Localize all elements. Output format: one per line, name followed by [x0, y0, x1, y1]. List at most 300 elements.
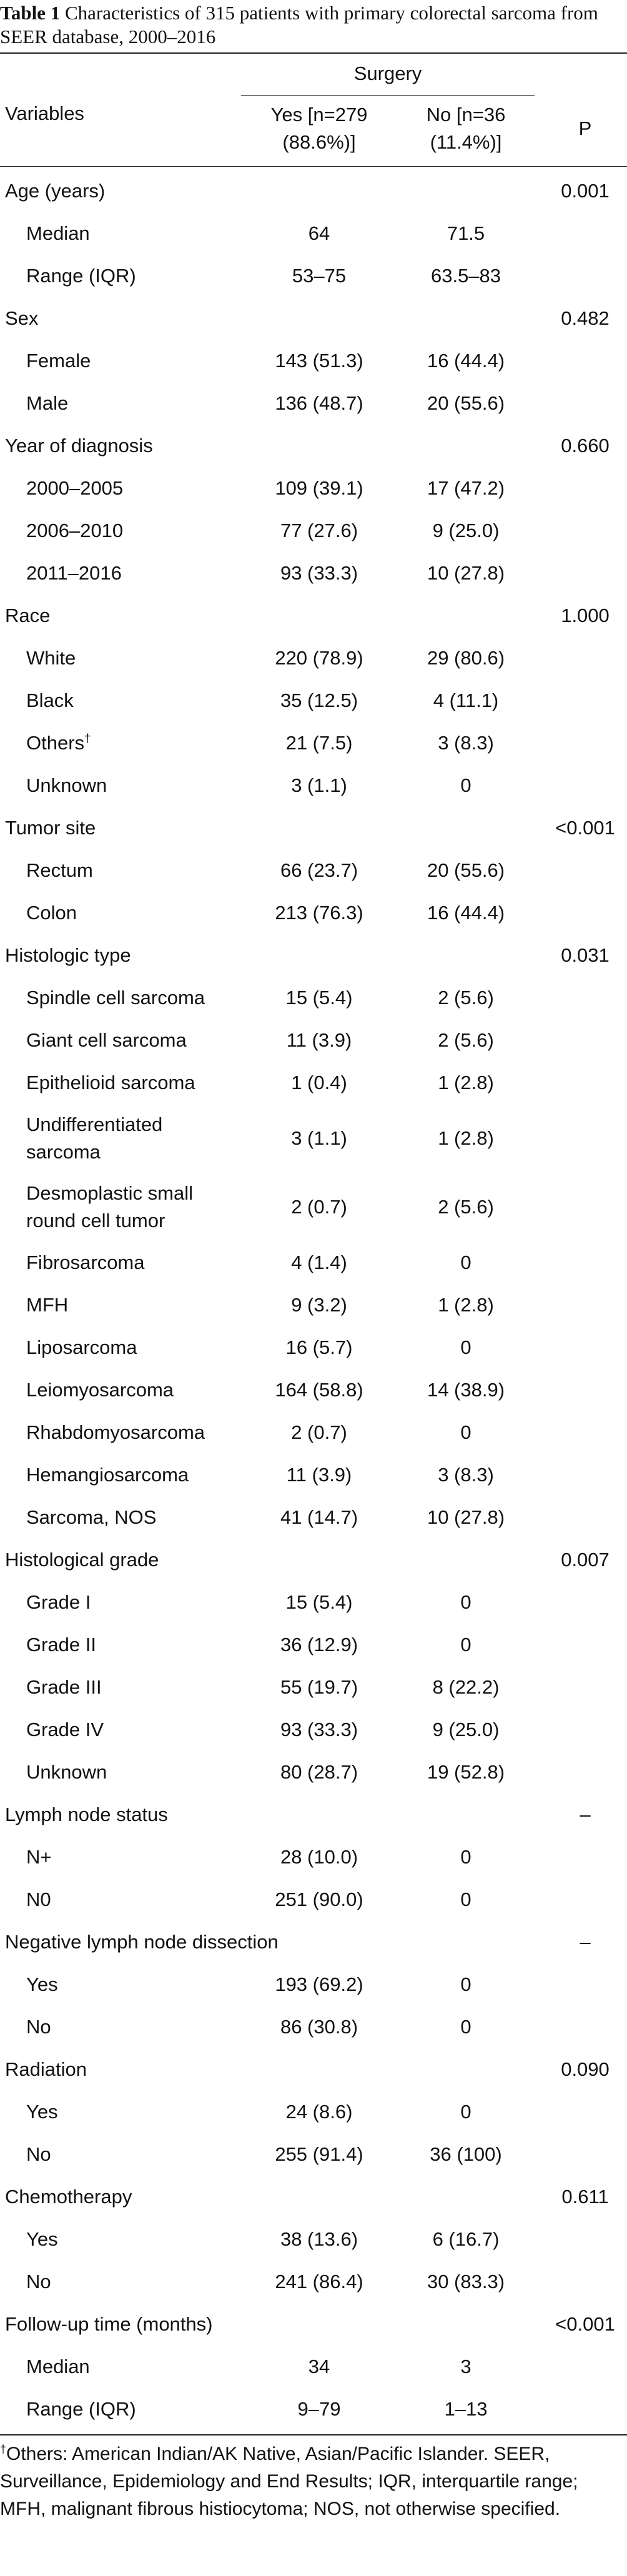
header-surgery: Surgery: [353, 62, 422, 84]
p-value: [543, 849, 627, 892]
row-label-line2: sarcoma: [26, 1141, 101, 1163]
table-row: [0, 1581, 627, 1624]
row-label-text: Others: [26, 732, 85, 754]
yes-value: 77 (27.6): [280, 520, 358, 541]
p-value: 1.000: [561, 605, 610, 626]
p-value: [543, 1284, 627, 1326]
table-row: [0, 764, 627, 807]
row-label: [26, 255, 136, 297]
row-label: [26, 1836, 52, 1878]
category-label: [5, 170, 105, 212]
row-label-text: No: [26, 2271, 51, 2292]
table-row: [0, 2218, 627, 2261]
row-label-text: Yes: [26, 2228, 58, 2250]
row-label: [26, 2218, 58, 2261]
row-label: [26, 212, 90, 255]
row-label-line1: Desmoplastic small: [26, 1182, 194, 1204]
p-value: 0.090: [561, 2058, 610, 2080]
yes-value: 2 (0.7): [291, 1421, 347, 1443]
yes-value: 93 (33.3): [280, 1719, 358, 1740]
p-value: [543, 1241, 627, 1284]
yes-value: [241, 2176, 397, 2218]
yes-value: 109 (39.1): [275, 477, 363, 499]
p-value: [543, 1666, 627, 1709]
category-label: [5, 1539, 159, 1581]
row-label: [26, 2346, 90, 2388]
row-label-text: Radiation: [5, 2058, 87, 2080]
yes-value: [241, 2303, 397, 2346]
row-label: [26, 1963, 58, 2006]
row-label: [26, 1411, 205, 1454]
no-value: [397, 1794, 535, 1836]
footnote-dagger: †: [0, 2443, 7, 2455]
yes-value: 55 (19.7): [280, 1676, 358, 1698]
row-label-text: N0: [26, 1888, 51, 1910]
table-row: [0, 1963, 627, 2006]
row-label: [26, 679, 74, 722]
no-value: 1 (2.8): [438, 1072, 494, 1093]
category-row: [0, 1539, 627, 1581]
no-value: 4 (11.1): [433, 689, 499, 711]
row-label-text: Rhabdomyosarcoma: [26, 1421, 205, 1443]
table-row: [0, 679, 627, 722]
yes-value: 93 (33.3): [280, 562, 358, 584]
row-label: [26, 340, 91, 382]
category-label: [5, 2303, 212, 2346]
table-row: [0, 1326, 627, 1369]
category-row: [0, 297, 627, 340]
row-label-text: Lymph node status: [5, 1804, 168, 1825]
row-label-text: Female: [26, 350, 91, 372]
category-label: [5, 807, 96, 849]
p-value: [543, 1369, 627, 1411]
row-label: [26, 1241, 145, 1284]
no-value: [397, 1921, 535, 1963]
yes-value: 143 (51.3): [275, 350, 363, 372]
table-row: [0, 552, 627, 595]
p-value: [543, 1104, 627, 1173]
p-value: [543, 255, 627, 297]
row-label-text: Median: [26, 222, 90, 244]
no-value: 0: [460, 1336, 471, 1358]
p-value: [543, 1454, 627, 1496]
table-title: Characteristics of 315 patients with primary colorectal sarcoma from SEER database, 2000–2016: [0, 2, 598, 47]
category-row: [0, 2048, 627, 2091]
category-label: [5, 1921, 279, 1963]
yes-value: [241, 2048, 397, 2091]
no-value: 19 (52.8): [427, 1761, 505, 1783]
p-value: [543, 1709, 627, 1751]
row-label: [26, 2133, 51, 2176]
yes-value: 38 (13.6): [280, 2228, 358, 2250]
no-value: 71.5: [447, 222, 485, 244]
no-value: 9 (25.0): [432, 520, 500, 541]
no-value: 1 (2.8): [438, 1294, 494, 1316]
row-label: [26, 2388, 136, 2430]
p-value: [543, 1173, 627, 1241]
row-label: [26, 2261, 51, 2303]
no-value: 20 (55.6): [427, 859, 505, 881]
table-row: [0, 637, 627, 679]
table-row: [0, 255, 627, 297]
header-yes-line2: (88.6%)]: [282, 131, 356, 153]
row-label-text: Follow-up time (months): [5, 2313, 213, 2335]
row-label: [26, 1326, 137, 1369]
yes-value: [241, 425, 397, 467]
row-label-text: Fibrosarcoma: [26, 1251, 145, 1273]
no-value: 2 (5.6): [438, 1029, 494, 1051]
p-value: [543, 552, 627, 595]
no-value: [397, 934, 535, 977]
table-row: [0, 1062, 627, 1104]
table-row: [0, 1836, 627, 1878]
no-value: 63.5–83: [430, 265, 501, 287]
row-label: [26, 1369, 174, 1411]
p-value: 0.482: [561, 307, 610, 329]
yes-value: 2 (0.7): [291, 1196, 347, 1218]
p-value: 0.660: [561, 435, 610, 456]
yes-value: 1 (0.4): [291, 1072, 347, 1093]
yes-value: 86 (30.8): [280, 2016, 358, 2038]
p-value: [543, 637, 627, 679]
yes-value: 64: [308, 222, 330, 244]
table-row: [0, 2346, 627, 2388]
p-value: [543, 1878, 627, 1921]
row-label: [26, 1496, 156, 1539]
row-label: [26, 637, 76, 679]
yes-value: 66 (23.7): [280, 859, 358, 881]
yes-value: 136 (48.7): [275, 392, 363, 414]
p-value: [543, 510, 627, 552]
no-value: 0: [460, 774, 471, 796]
p-value: [543, 892, 627, 934]
yes-value: [241, 807, 397, 849]
p-value: [543, 1581, 627, 1624]
yes-value: [241, 170, 397, 212]
yes-value: 11 (3.9): [286, 1029, 352, 1051]
table-row: [0, 2091, 627, 2133]
yes-value: 41 (14.7): [280, 1506, 358, 1528]
no-value: 20 (55.6): [427, 392, 505, 414]
row-label-text: Range (IQR): [26, 265, 136, 287]
table-row: [0, 2388, 627, 2430]
table-row: [0, 1878, 627, 1921]
row-label-text: Yes: [26, 2101, 58, 2123]
p-value: –: [580, 1804, 591, 1825]
p-value: [543, 1062, 627, 1104]
category-row: [0, 2303, 627, 2346]
row-label-text: Giant cell sarcoma: [26, 1029, 187, 1051]
row-label-text: Year of diagnosis: [5, 435, 153, 456]
yes-value: 213 (76.3): [275, 902, 363, 924]
row-label: [26, 467, 123, 510]
row-label-text: Unknown: [26, 1761, 107, 1783]
p-value: [543, 1411, 627, 1454]
no-value: 10 (27.8): [427, 562, 505, 584]
row-label-text: Grade III: [26, 1676, 102, 1698]
yes-value: [241, 1794, 397, 1836]
no-value: 2 (5.6): [438, 987, 494, 1009]
no-value: 30 (83.3): [427, 2271, 505, 2292]
table-row: [0, 1369, 627, 1411]
yes-value: [241, 1539, 397, 1581]
yes-value: 80 (28.7): [280, 1761, 358, 1783]
table-row: [0, 1284, 627, 1326]
category-label: [5, 595, 50, 637]
p-value: [543, 1624, 627, 1666]
category-row: [0, 934, 627, 977]
no-value: 2 (5.6): [438, 1196, 494, 1218]
no-value: [397, 425, 535, 467]
header-p: P: [578, 117, 592, 139]
no-value: 9 (25.0): [432, 1719, 500, 1740]
yes-value: 251 (90.0): [275, 1888, 363, 1910]
row-label-text: Sarcoma, NOS: [26, 1506, 157, 1528]
header-no-line2: (11.4%)]: [430, 131, 502, 153]
row-label: [26, 892, 77, 934]
row-label: [26, 1062, 195, 1104]
row-label-text: Median: [26, 2356, 90, 2377]
row-label-text: White: [26, 647, 76, 669]
row-label: [26, 2006, 51, 2048]
table-row: [0, 467, 627, 510]
category-label: [5, 2048, 87, 2091]
p-value: [543, 2346, 627, 2388]
row-label-text: 2000–2005: [26, 477, 124, 499]
row-label-line1: Undifferentiated: [26, 1113, 163, 1135]
yes-value: 193 (69.2): [275, 1973, 363, 1995]
category-row: [0, 807, 627, 849]
surgery-rule: [241, 95, 535, 96]
no-value: 0: [460, 2101, 471, 2123]
yes-value: 241 (86.4): [275, 2271, 363, 2292]
no-value: 0: [460, 1888, 471, 1910]
p-value: [543, 2261, 627, 2303]
no-value: 0: [460, 1846, 471, 1868]
table-row: [0, 1751, 627, 1794]
no-value: 3 (8.3): [438, 732, 494, 754]
row-label-text: Range (IQR): [26, 2398, 136, 2420]
top-rule: [0, 52, 627, 54]
p-value: [543, 764, 627, 807]
row-label-text: Colon: [26, 902, 77, 924]
row-label-text: Chemotherapy: [5, 2186, 132, 2208]
row-label-text: Hemangiosarcoma: [26, 1464, 189, 1486]
row-label-text: Yes: [26, 1973, 58, 1995]
yes-value: 3 (1.1): [291, 1127, 347, 1149]
category-row: [0, 1794, 627, 1836]
p-value: 0.031: [561, 944, 610, 966]
row-label-text: Epithelioid sarcoma: [26, 1072, 195, 1093]
table-row: [0, 2133, 627, 2176]
p-value: [543, 382, 627, 425]
yes-value: 9 (3.2): [291, 1294, 347, 1316]
row-label: [26, 1173, 193, 1241]
row-label-text: Spindle cell sarcoma: [26, 987, 205, 1009]
row-label: [26, 1454, 189, 1496]
category-row: [0, 2176, 627, 2218]
category-label: [5, 297, 38, 340]
no-value: [397, 807, 535, 849]
category-row: [0, 595, 627, 637]
yes-value: 164 (58.8): [275, 1379, 363, 1401]
table-row: [0, 1241, 627, 1284]
row-label: [26, 382, 68, 425]
yes-value: [241, 934, 397, 977]
row-label-text: Negative lymph node dissection: [5, 1931, 279, 1953]
row-label-text: Black: [26, 689, 74, 711]
yes-value: [241, 1921, 397, 1963]
table-row: [0, 1104, 627, 1173]
row-label: [26, 1878, 51, 1921]
no-value: 29 (80.6): [427, 647, 505, 669]
row-label-text: Unknown: [26, 774, 107, 796]
p-value: [543, 977, 627, 1019]
no-value: [397, 1539, 535, 1581]
row-label: [26, 849, 93, 892]
no-value: 3 (8.3): [438, 1464, 494, 1486]
row-label: [26, 1624, 96, 1666]
header-no-line1: No [n=36: [426, 104, 506, 126]
p-value: [543, 2388, 627, 2430]
category-row: [0, 1921, 627, 1963]
table-row: [0, 1173, 627, 1241]
footnote-text: Others: American Indian/AK Native, Asian/Pacific Islander. SEER, Surveillance, Epidemiology and End Results; IQR, interquartile range; MFH, malignant fibrous histiocytoma; NOS, not otherwise specified.: [0, 2444, 578, 2519]
no-value: 0: [460, 1591, 471, 1613]
table-row: [0, 2006, 627, 2048]
row-label: [26, 1284, 68, 1326]
category-row: [0, 425, 627, 467]
category-label: [5, 425, 153, 467]
row-label-text: Race: [5, 605, 51, 626]
p-value: [543, 1963, 627, 2006]
no-value: 16 (44.4): [427, 902, 505, 924]
no-value: [397, 595, 535, 637]
row-label: [26, 2091, 58, 2133]
p-value: [543, 1326, 627, 1369]
row-label: [26, 1666, 102, 1709]
yes-value: 9–79: [297, 2398, 341, 2420]
no-value: 10 (27.8): [427, 1506, 505, 1528]
yes-value: 24 (8.6): [285, 2101, 353, 2123]
p-value: [543, 722, 627, 764]
row-label-text: No: [26, 2143, 51, 2165]
p-value: [543, 1751, 627, 1794]
row-label-text: 2006–2010: [26, 520, 124, 541]
table-row: [0, 212, 627, 255]
table-row: [0, 1709, 627, 1751]
yes-value: 15 (5.4): [285, 1591, 353, 1613]
p-value: <0.001: [555, 817, 615, 839]
row-label-text: Sex: [5, 307, 39, 329]
p-value: –: [580, 1931, 591, 1953]
table-row: [0, 340, 627, 382]
row-label-text: Leiomyosarcoma: [26, 1379, 174, 1401]
yes-value: [241, 297, 397, 340]
no-value: 6 (16.7): [432, 2228, 500, 2250]
table-row: [0, 510, 627, 552]
yes-value: [241, 595, 397, 637]
row-label: [26, 510, 123, 552]
p-value: [543, 1836, 627, 1878]
no-value: 0: [460, 1634, 471, 1656]
row-label-text: Male: [26, 392, 69, 414]
table-row: [0, 892, 627, 934]
row-label-text: N+: [26, 1846, 52, 1868]
yes-value: 21 (7.5): [285, 732, 353, 754]
table-footnote: [0, 2440, 622, 2523]
no-value: [397, 2303, 535, 2346]
row-label-text: Tumor site: [5, 817, 96, 839]
p-value: 0.001: [561, 180, 610, 202]
yes-value: 3 (1.1): [291, 774, 347, 796]
p-value: 0.611: [561, 2186, 609, 2208]
row-label-text: Grade IV: [26, 1719, 104, 1740]
row-label: [26, 1019, 187, 1062]
yes-value: 53–75: [292, 265, 347, 287]
row-label-text: 2011–2016: [26, 562, 122, 584]
table-row: [0, 2261, 627, 2303]
p-value: 0.007: [561, 1549, 610, 1571]
row-label-line2: round cell tumor: [26, 1210, 165, 1231]
yes-value: 15 (5.4): [285, 987, 353, 1009]
no-value: 0: [460, 1973, 471, 1995]
row-label-text: Histologic type: [5, 944, 131, 966]
no-value: [397, 2048, 535, 2091]
row-label: [26, 1709, 104, 1751]
table-row: [0, 1454, 627, 1496]
yes-value: 255 (91.4): [275, 2143, 363, 2165]
row-label-text: Grade II: [26, 1634, 96, 1656]
p-value: [543, 212, 627, 255]
no-value: [397, 2176, 535, 2218]
header-yes-line1: Yes [n=279: [270, 104, 368, 126]
row-label-footnote-mark: †: [84, 732, 91, 746]
table-label: Table 1: [0, 2, 61, 24]
p-value: [543, 1019, 627, 1062]
header-variables: Variables: [5, 102, 84, 124]
yes-value: 35 (12.5): [280, 689, 358, 711]
no-value: 17 (47.2): [427, 477, 505, 499]
row-label-text: Grade I: [26, 1591, 91, 1613]
row-label: [26, 764, 107, 807]
table-caption: [0, 1, 625, 49]
table-row: [0, 722, 627, 764]
no-value: 1 (2.8): [438, 1127, 494, 1149]
yes-value: 16 (5.7): [285, 1336, 353, 1358]
no-value: 0: [460, 1421, 471, 1443]
row-label-text: Liposarcoma: [26, 1336, 137, 1358]
table-row: [0, 1411, 627, 1454]
p-value: [543, 2091, 627, 2133]
yes-value: 4 (1.4): [291, 1251, 347, 1273]
header-rule: [0, 166, 627, 167]
p-value: [543, 340, 627, 382]
row-label: [26, 1751, 107, 1794]
no-value: 36 (100): [430, 2143, 502, 2165]
row-label-text: Age (years): [5, 180, 106, 202]
row-label-text: Rectum: [26, 859, 93, 881]
p-value: [543, 2006, 627, 2048]
table-row: [0, 1624, 627, 1666]
p-value: [543, 679, 627, 722]
table-row: [0, 1496, 627, 1539]
row-label: [26, 977, 205, 1019]
row-label: [26, 552, 122, 595]
row-label: [26, 1581, 91, 1624]
row-label: [26, 722, 91, 764]
table-row: [0, 1666, 627, 1709]
